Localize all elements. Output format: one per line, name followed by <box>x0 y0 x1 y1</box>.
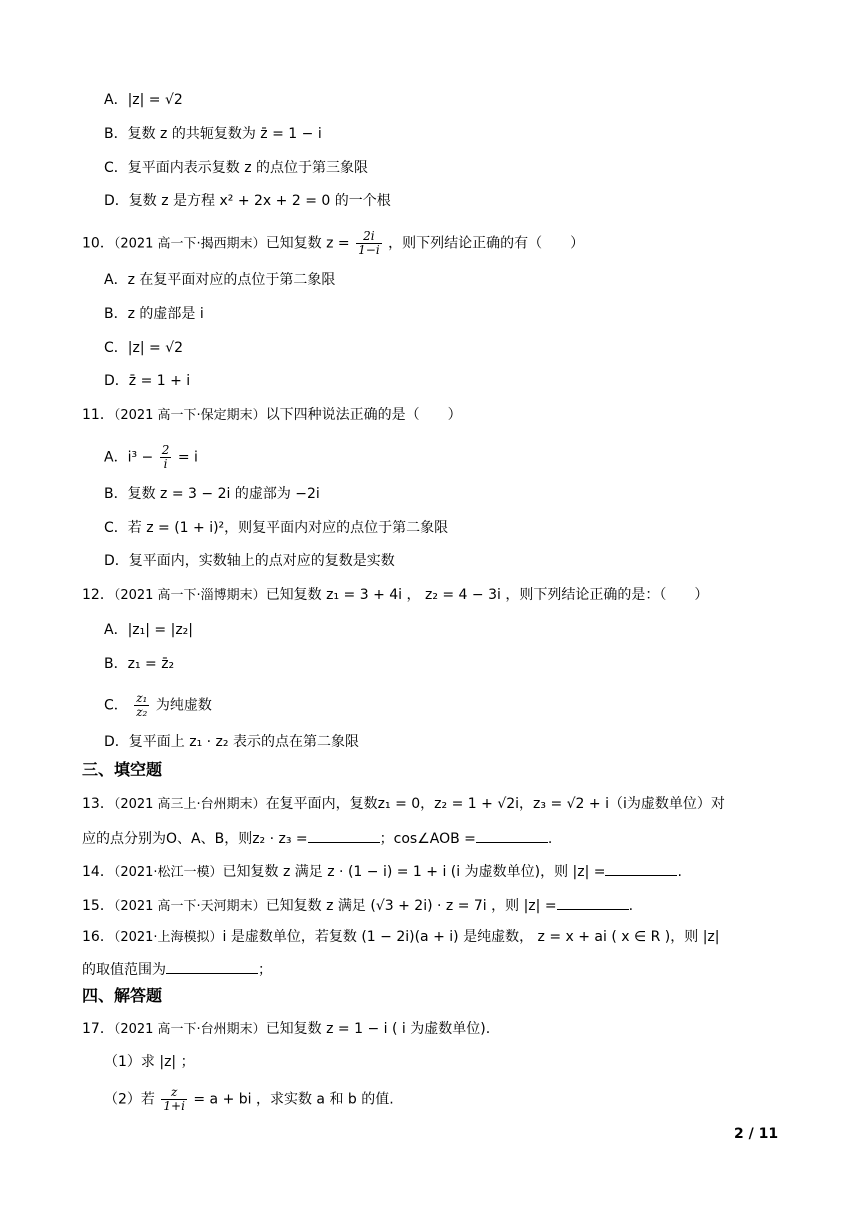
question-source: （2021 高一下·保定期末） <box>113 408 266 423</box>
question-text-end: ； <box>258 962 272 978</box>
option-a-suffix: = i <box>177 449 198 466</box>
q17-sub-2 <box>104 1086 394 1113</box>
question-text: 的取值范围为 <box>82 962 166 978</box>
question-text: ；cos∠AOB = <box>379 831 476 847</box>
sub-question-suffix: = a + bi ，求实数 a 和 b 的值. <box>193 1091 394 1108</box>
fraction-numerator: z <box>161 1086 187 1100</box>
question-number: 13． <box>82 796 114 812</box>
q10-stem <box>82 230 584 257</box>
section-heading-fill-in: 三、填空题 <box>82 760 163 779</box>
question-text-end: . <box>677 864 682 880</box>
question-number: 16． <box>82 929 114 945</box>
question-source: （2021·上海模拟） <box>113 930 223 945</box>
answer-blank[interactable] <box>166 959 258 974</box>
fraction-numerator: z₁ <box>136 691 148 705</box>
q11-stem <box>82 405 462 426</box>
fraction <box>161 1086 187 1113</box>
question-text: 已知复数 z₁ = 3 + 4i ， z₂ = 4 − 3i ，则下列结论正确的是：（ ） <box>265 587 709 603</box>
question-text: 应的点分别为O、A、B，则z₂ · z₃ = <box>82 831 308 847</box>
q13-line-1 <box>82 794 725 815</box>
q16-line-1 <box>82 927 720 948</box>
question-source: （2021 高一下·台州期末） <box>113 1022 266 1037</box>
fraction <box>134 692 149 719</box>
answer-blank[interactable] <box>557 895 629 910</box>
q12-option-b: B．z₁ = z̄₂ <box>104 656 175 672</box>
q9-option-a: A．|z| = √2 <box>104 92 183 108</box>
q10-option-c: C．|z| = √2 <box>104 340 184 356</box>
sub-question-prefix: （2）若 <box>104 1091 155 1108</box>
fraction-denominator: z₂ <box>136 705 148 719</box>
question-text: 在复平面内，复数z₁ = 0，z₂ = 1 + √2i，z₃ = √2 + i（i为虚数单位）对 <box>265 796 725 812</box>
q17-sub-1: （1）求 |z| ； <box>104 1054 195 1070</box>
question-number: 17． <box>82 1021 114 1037</box>
option-c-prefix: C． <box>104 697 128 714</box>
fraction-denominator: 1−i <box>358 243 380 257</box>
q14-stem <box>82 861 682 883</box>
q10-option-b: B．z 的虚部是 i <box>104 306 204 322</box>
q12-option-c <box>104 692 212 719</box>
q9-option-c: C．复平面内表示复数 z 的点位于第三象限 <box>104 160 369 176</box>
q15-stem <box>82 895 633 917</box>
question-number: 14． <box>82 864 114 880</box>
question-source: （2021 高一下·天河期末） <box>113 899 266 914</box>
question-source: （2021 高一下·揭西期末） <box>113 236 266 252</box>
question-text: 已知复数 z = <box>265 235 350 252</box>
option-a-prefix: A．i³ − <box>104 449 154 466</box>
question-number: 12． <box>82 587 114 603</box>
q9-option-b: B．复数 z 的共轭复数为 z̄ = 1 − i <box>104 126 322 142</box>
q10-option-a: A．z 在复平面对应的点位于第二象限 <box>104 272 336 288</box>
fraction-numerator: 2i <box>356 230 382 244</box>
question-source: （2021 高一下·淄博期末） <box>113 588 266 603</box>
q17-stem <box>82 1019 490 1040</box>
question-source: （2021 高三上·台州期末） <box>113 797 266 812</box>
question-text-end: . <box>628 898 634 914</box>
section-heading-answer: 四、解答题 <box>82 986 163 1005</box>
fraction-numerator: 2 <box>161 443 170 457</box>
question-text: 已知复数 z 满足 (√3 + 2i) · z = 7i ，则 |z| = <box>265 898 557 914</box>
fraction <box>160 444 172 471</box>
q11-option-d: D．复平面内，实数轴上的点对应的复数是实数 <box>104 553 395 569</box>
question-text-end: ，则下列结论正确的有（ ） <box>388 235 585 252</box>
q13-line-2 <box>82 828 552 849</box>
q16-line-2 <box>82 959 272 980</box>
option-c-suffix: 为纯虚数 <box>155 697 212 714</box>
q11-option-c: C．若 z = (1 + i)²，则复平面内对应的点位于第二象限 <box>104 520 449 536</box>
question-text: 已知复数 z 满足 z · (1 − i) = 1 + i (i 为虚数单位)，则 |z| = <box>222 864 606 880</box>
question-text: i 是虚数单位，若复数 (1 − 2i)(a + i) 是纯虚数， z = x + ai ( x ∈ R )，则 |z| <box>222 929 720 945</box>
question-text-end: . <box>547 831 553 847</box>
q12-stem <box>82 585 708 606</box>
fraction-denominator: i <box>163 457 168 471</box>
q9-option-d: D．复数 z 是方程 x² + 2x + 2 = 0 的一个根 <box>104 193 391 209</box>
answer-blank[interactable] <box>605 861 677 876</box>
fraction <box>356 230 382 257</box>
page-number: 2 / 11 <box>734 1126 779 1142</box>
fraction-denominator: 1+i <box>163 1099 185 1113</box>
q12-option-d: D．复平面上 z₁ · z₂ 表示的点在第二象限 <box>104 734 359 750</box>
question-number: 10． <box>82 235 114 252</box>
q11-option-b: B．复数 z = 3 − 2i 的虚部为 −2i <box>104 486 320 502</box>
question-text: 已知复数 z = 1 − i ( i 为虚数单位). <box>265 1021 491 1037</box>
question-number: 11． <box>82 407 114 423</box>
q11-option-a <box>104 444 198 471</box>
answer-blank[interactable] <box>476 828 548 843</box>
question-source: （2021·松江一模） <box>113 865 223 880</box>
question-text: 以下四种说法正确的是（ ） <box>265 407 462 423</box>
q12-option-a: A．|z₁| = |z₂| <box>104 622 193 638</box>
q10-option-d: D．z̄ = 1 + i <box>104 373 191 389</box>
answer-blank[interactable] <box>308 828 380 843</box>
question-number: 15． <box>82 898 114 914</box>
